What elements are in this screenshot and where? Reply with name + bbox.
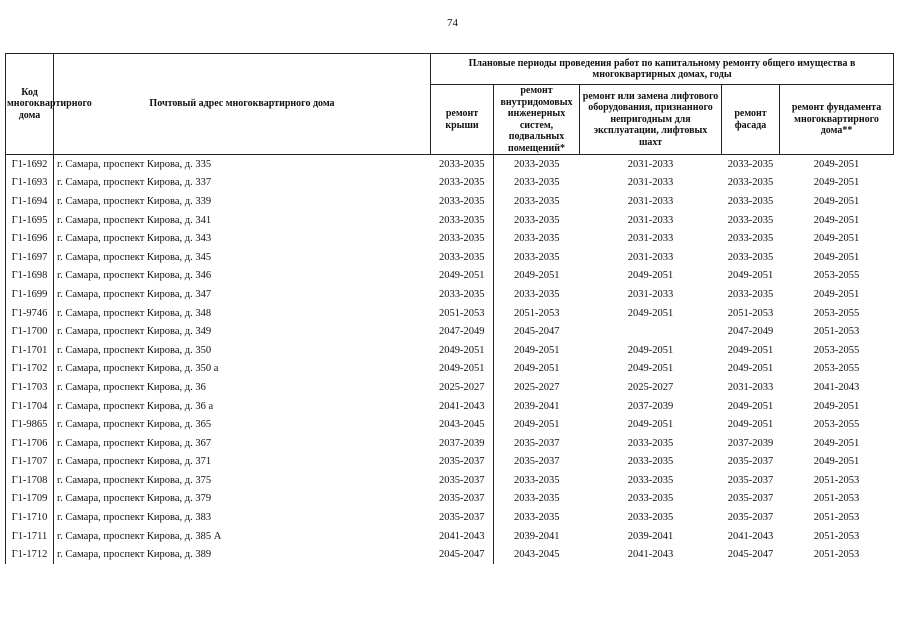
cell-foundation: 2053-2055 xyxy=(813,419,860,431)
cell-address: г. Самара, проспект Кирова, д. 365 xyxy=(54,415,431,434)
cell-address: г. Самара, проспект Кирова, д. 36 xyxy=(54,378,431,397)
cell-foundation: 2049-2051 xyxy=(813,251,860,263)
table-row xyxy=(6,211,894,230)
cell-facade: 2033-2035 xyxy=(727,288,774,300)
table-row xyxy=(6,229,894,248)
cell-address: г. Самара, проспект Кирова, д. 350 а xyxy=(54,360,431,379)
header-code: Код многоквартирного дома xyxy=(6,54,54,155)
cell-facade: 2033-2035 xyxy=(727,233,774,245)
cell-roof: 2051-2053 xyxy=(439,307,485,319)
cell-facade: 2049-2051 xyxy=(727,363,774,375)
cell-facade: 2041-2043 xyxy=(727,530,774,542)
cell-elevator: 2049-2051 xyxy=(627,419,674,431)
header-address: Почтовый адрес многоквартирного дома xyxy=(54,54,431,155)
cell-facade: 2047-2049 xyxy=(727,326,774,338)
cell-code: Г1-1703 xyxy=(6,378,54,397)
cell-foundation: 2049-2051 xyxy=(813,437,860,449)
cell-engineering: 2035-2037 xyxy=(494,453,580,472)
cell-code: Г1-1701 xyxy=(6,341,54,360)
cell-facade: 2035-2037 xyxy=(727,493,774,505)
header-roof: ремонт крыши xyxy=(431,85,494,155)
cell-foundation: 2049-2051 xyxy=(813,177,860,189)
cell-elevator: 2033-2035 xyxy=(627,437,674,449)
cell-roof: 2035-2037 xyxy=(439,493,485,505)
cell-code: Г1-1709 xyxy=(6,490,54,509)
cell-facade: 2049-2051 xyxy=(727,344,774,356)
cell-elevator: 2033-2035 xyxy=(627,456,674,468)
cell-facade: 2049-2051 xyxy=(727,270,774,282)
table-row xyxy=(6,248,894,267)
cell-address: г. Самара, проспект Кирова, д. 375 xyxy=(54,471,431,490)
table-row xyxy=(6,285,894,304)
cell-code: Г1-1697 xyxy=(6,248,54,267)
cell-code: Г1-1704 xyxy=(6,397,54,416)
cell-code: Г1-1708 xyxy=(6,471,54,490)
cell-roof: 2037-2039 xyxy=(439,437,485,449)
cell-engineering: 2049-2051 xyxy=(494,415,580,434)
cell-elevator: 2025-2027 xyxy=(627,381,674,393)
cell-code: Г1-1712 xyxy=(6,545,54,564)
cell-code: Г1-1699 xyxy=(6,285,54,304)
cell-elevator: 2049-2051 xyxy=(627,344,674,356)
cell-facade: 2033-2035 xyxy=(727,195,774,207)
cell-elevator: 2049-2051 xyxy=(627,363,674,375)
cell-engineering: 2051-2053 xyxy=(494,304,580,323)
cell-roof: 2049-2051 xyxy=(439,344,485,356)
header-engineering: ремонт внутридомовых инженерных систем, подвальных помещений* xyxy=(494,85,580,155)
cell-foundation: 2053-2055 xyxy=(813,363,860,375)
table-row xyxy=(6,397,894,416)
table-row xyxy=(6,545,894,564)
cell-code: Г1-1700 xyxy=(6,322,54,341)
cell-address: г. Самара, проспект Кирова, д. 346 xyxy=(54,267,431,286)
cell-engineering: 2033-2035 xyxy=(494,174,580,193)
cell-facade: 2049-2051 xyxy=(727,400,774,412)
capital-repair-schedule-table xyxy=(5,53,894,564)
table-row xyxy=(6,155,894,174)
table-row xyxy=(6,508,894,527)
table-row xyxy=(6,360,894,379)
table-row xyxy=(6,471,894,490)
cell-engineering: 2049-2051 xyxy=(494,360,580,379)
cell-elevator: 2031-2033 xyxy=(627,177,674,189)
cell-elevator: 2037-2039 xyxy=(627,400,674,412)
cell-engineering: 2025-2027 xyxy=(494,378,580,397)
cell-foundation: 2051-2053 xyxy=(813,326,860,338)
cell-engineering: 2049-2051 xyxy=(494,267,580,286)
table-row xyxy=(6,490,894,509)
header-planned-periods: Плановые периоды проведения работ по капитальному ремонту общего имущества в многоквартирных домах, годы xyxy=(431,54,894,85)
cell-engineering: 2043-2045 xyxy=(494,545,580,564)
cell-elevator: 2031-2033 xyxy=(627,214,674,226)
header-elevator: ремонт или замена лифтового оборудования, признанного непригодным для эксплуатации, лифтовых шахт xyxy=(580,85,722,155)
cell-address: г. Самара, проспект Кирова, д. 337 xyxy=(54,174,431,193)
cell-code: Г1-1706 xyxy=(6,434,54,453)
table-row xyxy=(6,378,894,397)
cell-elevator: 2039-2041 xyxy=(627,530,674,542)
cell-facade: 2033-2035 xyxy=(727,177,774,189)
cell-roof: 2025-2027 xyxy=(439,381,485,393)
cell-code: Г1-1693 xyxy=(6,174,54,193)
cell-foundation: 2051-2053 xyxy=(813,493,860,505)
cell-foundation: 2053-2055 xyxy=(813,344,860,356)
table-row xyxy=(6,453,894,472)
cell-roof: 2041-2043 xyxy=(439,400,485,412)
cell-address: г. Самара, проспект Кирова, д. 36 а xyxy=(54,397,431,416)
cell-facade: 2035-2037 xyxy=(727,474,774,486)
cell-engineering: 2033-2035 xyxy=(494,285,580,304)
cell-foundation: 2049-2051 xyxy=(813,288,860,300)
cell-roof: 2049-2051 xyxy=(439,363,485,375)
cell-foundation: 2049-2051 xyxy=(813,233,860,245)
cell-roof: 2035-2037 xyxy=(439,474,485,486)
table-row xyxy=(6,267,894,286)
cell-roof: 2035-2037 xyxy=(439,512,485,524)
cell-foundation: 2049-2051 xyxy=(813,456,860,468)
header-foundation: ремонт фундамента многоквартирного дома** xyxy=(780,85,894,155)
cell-address: г. Самара, проспект Кирова, д. 367 xyxy=(54,434,431,453)
cell-code: Г1-1707 xyxy=(6,453,54,472)
cell-facade: 2049-2051 xyxy=(727,419,774,431)
cell-roof: 2045-2047 xyxy=(439,549,485,561)
cell-foundation: 2041-2043 xyxy=(813,381,860,393)
cell-foundation: 2051-2053 xyxy=(813,549,860,561)
cell-elevator: 2033-2035 xyxy=(627,512,674,524)
table-row xyxy=(6,322,894,341)
table-row xyxy=(6,527,894,546)
table-row xyxy=(6,304,894,323)
cell-roof: 2043-2045 xyxy=(439,419,485,431)
cell-facade: 2033-2035 xyxy=(727,214,774,226)
cell-engineering: 2045-2047 xyxy=(494,322,580,341)
table-row xyxy=(6,434,894,453)
cell-facade: 2051-2053 xyxy=(727,307,774,319)
cell-roof: 2033-2035 xyxy=(439,214,485,226)
cell-address: г. Самара, проспект Кирова, д. 349 xyxy=(54,322,431,341)
cell-address: г. Самара, проспект Кирова, д. 350 xyxy=(54,341,431,360)
cell-engineering: 2033-2035 xyxy=(494,490,580,509)
cell-engineering: 2039-2041 xyxy=(494,527,580,546)
cell-engineering: 2049-2051 xyxy=(494,341,580,360)
cell-roof: 2033-2035 xyxy=(439,233,485,245)
cell-elevator: 2031-2033 xyxy=(627,233,674,245)
cell-facade: 2033-2035 xyxy=(727,251,774,263)
cell-address: г. Самара, проспект Кирова, д. 335 xyxy=(54,155,431,174)
cell-code: Г1-1711 xyxy=(6,527,54,546)
cell-address: г. Самара, проспект Кирова, д. 379 xyxy=(54,490,431,509)
cell-code: Г1-1696 xyxy=(6,229,54,248)
cell-address: г. Самара, проспект Кирова, д. 371 xyxy=(54,453,431,472)
cell-roof: 2033-2035 xyxy=(439,288,485,300)
cell-engineering: 2033-2035 xyxy=(494,211,580,230)
cell-address: г. Самара, проспект Кирова, д. 345 xyxy=(54,248,431,267)
cell-code: Г1-1710 xyxy=(6,508,54,527)
cell-foundation: 2051-2053 xyxy=(813,512,860,524)
cell-foundation: 2053-2055 xyxy=(813,307,860,319)
cell-roof: 2033-2035 xyxy=(439,251,485,263)
cell-code: Г1-9746 xyxy=(6,304,54,323)
cell-address: г. Самара, проспект Кирова, д. 341 xyxy=(54,211,431,230)
cell-foundation: 2049-2051 xyxy=(813,400,860,412)
cell-roof: 2033-2035 xyxy=(439,195,485,207)
cell-engineering: 2033-2035 xyxy=(494,248,580,267)
cell-code: Г1-1694 xyxy=(6,192,54,211)
cell-elevator: 2031-2033 xyxy=(627,158,674,170)
cell-roof: 2033-2035 xyxy=(439,158,485,170)
cell-elevator: 2049-2051 xyxy=(627,270,674,282)
cell-engineering: 2033-2035 xyxy=(494,229,580,248)
cell-address: г. Самара, проспект Кирова, д. 385 А xyxy=(54,527,431,546)
cell-roof: 2033-2035 xyxy=(439,177,485,189)
cell-facade: 2045-2047 xyxy=(727,549,774,561)
cell-code: Г1-1695 xyxy=(6,211,54,230)
table-row xyxy=(6,174,894,193)
cell-elevator: 2041-2043 xyxy=(627,549,674,561)
cell-facade: 2035-2037 xyxy=(727,456,774,468)
cell-code: Г1-1702 xyxy=(6,360,54,379)
cell-engineering: 2035-2037 xyxy=(494,434,580,453)
cell-facade: 2037-2039 xyxy=(727,437,774,449)
cell-elevator: 2033-2035 xyxy=(627,493,674,505)
table-row xyxy=(6,192,894,211)
cell-foundation: 2049-2051 xyxy=(813,214,860,226)
cell-elevator: 2031-2033 xyxy=(627,288,674,300)
cell-foundation: 2051-2053 xyxy=(813,474,860,486)
cell-engineering: 2033-2035 xyxy=(494,155,580,174)
cell-address: г. Самара, проспект Кирова, д. 347 xyxy=(54,285,431,304)
cell-foundation: 2053-2055 xyxy=(813,270,860,282)
cell-address: г. Самара, проспект Кирова, д. 343 xyxy=(54,229,431,248)
cell-roof: 2047-2049 xyxy=(439,326,485,338)
cell-roof: 2041-2043 xyxy=(439,530,485,542)
cell-address: г. Самара, проспект Кирова, д. 339 xyxy=(54,192,431,211)
header-facade: ремонт фасада xyxy=(722,85,780,155)
cell-engineering: 2033-2035 xyxy=(494,192,580,211)
cell-code: Г1-9865 xyxy=(6,415,54,434)
cell-elevator xyxy=(580,322,722,341)
cell-elevator: 2033-2035 xyxy=(627,474,674,486)
cell-engineering: 2033-2035 xyxy=(494,508,580,527)
page-number: 74 xyxy=(447,17,458,29)
cell-elevator: 2031-2033 xyxy=(627,195,674,207)
cell-address: г. Самара, проспект Кирова, д. 348 xyxy=(54,304,431,323)
cell-foundation: 2049-2051 xyxy=(813,158,860,170)
cell-engineering: 2033-2035 xyxy=(494,471,580,490)
cell-roof: 2049-2051 xyxy=(439,270,485,282)
table-row xyxy=(6,341,894,360)
cell-address: г. Самара, проспект Кирова, д. 389 xyxy=(54,545,431,564)
cell-code: Г1-1698 xyxy=(6,267,54,286)
table-body xyxy=(6,155,894,565)
cell-facade: 2035-2037 xyxy=(727,512,774,524)
cell-foundation: 2049-2051 xyxy=(813,195,860,207)
cell-engineering: 2039-2041 xyxy=(494,397,580,416)
cell-facade: 2033-2035 xyxy=(727,158,774,170)
cell-roof: 2035-2037 xyxy=(439,456,485,468)
cell-elevator: 2031-2033 xyxy=(627,251,674,263)
cell-code: Г1-1692 xyxy=(6,155,54,174)
cell-foundation: 2051-2053 xyxy=(813,530,860,542)
table-row xyxy=(6,415,894,434)
cell-elevator: 2049-2051 xyxy=(627,307,674,319)
cell-address: г. Самара, проспект Кирова, д. 383 xyxy=(54,508,431,527)
cell-facade: 2031-2033 xyxy=(727,381,774,393)
